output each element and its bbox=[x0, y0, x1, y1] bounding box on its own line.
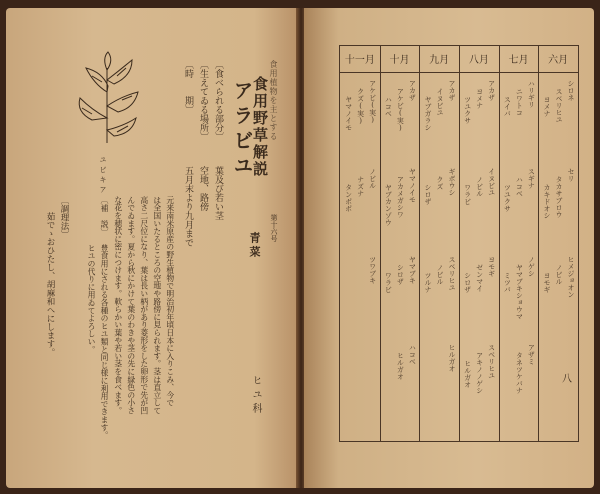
calendar-herb: シロザ bbox=[396, 264, 405, 285]
field-label-edible-part: 〔食べられる部分〕 bbox=[213, 60, 223, 141]
calendar-herb: スギナ bbox=[527, 168, 536, 189]
notes-label: 〔補 説〕 bbox=[100, 196, 109, 236]
volume-number: 第十六号 bbox=[270, 214, 278, 242]
calendar-herb: タネツケバナ bbox=[515, 352, 524, 394]
calendar-column-september bbox=[419, 46, 460, 441]
calendar-herb: スベリヒユ bbox=[554, 88, 563, 123]
illustration-caption: ユビキア bbox=[99, 156, 107, 196]
calendar-herb: タンポポ bbox=[344, 184, 353, 212]
calendar-column-november bbox=[340, 46, 381, 441]
calendar-herb: ノビル bbox=[554, 264, 563, 285]
calendar-herb: スベリヒユ bbox=[487, 344, 496, 379]
calendar-herb: ヒルガオ bbox=[396, 352, 405, 380]
calendar-herb: イヌビユ bbox=[487, 168, 496, 196]
calendar-herb: スイバ bbox=[503, 96, 512, 117]
calendar-herb: スベリヒユ bbox=[447, 256, 456, 291]
calendar-herb: シロザ bbox=[423, 184, 432, 205]
calendar-column-october bbox=[380, 46, 421, 441]
calendar-herb: ゼンマイ bbox=[475, 264, 484, 292]
month-label: 十月 bbox=[389, 55, 410, 66]
recipe-label: 〔調理法〕 bbox=[59, 196, 69, 239]
calendar-herb: アザミ bbox=[527, 344, 536, 365]
notes-line-1: 豊食用にされる各種のヒユ類と同じ様に利用できます。 bbox=[100, 244, 109, 439]
calendar-herb: ヨメナ bbox=[475, 88, 484, 109]
calendar-herb: ヤマブキショウマ bbox=[515, 264, 524, 320]
month-label: 八月 bbox=[468, 55, 489, 66]
calendar-herb: ヒルガオ bbox=[447, 344, 456, 372]
plant-illustration bbox=[62, 48, 152, 148]
calendar-herb: シロネ bbox=[566, 80, 575, 101]
entry-name: アラビユ bbox=[230, 80, 254, 180]
calendar-herb: ヤブカンゾウ bbox=[384, 184, 393, 226]
calendar-herb: アケビ(実) bbox=[396, 88, 405, 132]
calendar-herb: アカメガシワ bbox=[396, 176, 405, 218]
calendar-herb: ツユクサ bbox=[503, 184, 512, 212]
calendar-herb: アカザ bbox=[408, 80, 417, 101]
description-line-3: 高さ二尺位になり、葉は長い柄があり菱形をした卵形で先が凹 bbox=[139, 196, 149, 415]
calendar-herb: クズ bbox=[435, 176, 444, 190]
calendar-herb: ヤブガラシ bbox=[423, 96, 432, 131]
month-label: 十一月 bbox=[344, 55, 375, 66]
description-line-4: んでゐます。夏から秋にかけて葉のわきや茎の先に緑色の小さ bbox=[126, 196, 136, 415]
calendar-herb: ワラビ bbox=[463, 184, 472, 205]
calendar-herb: ツルナ bbox=[423, 272, 432, 293]
field-value-season: 五月末より九月まで bbox=[183, 166, 193, 247]
calendar-herb: ギボウシ bbox=[447, 168, 456, 196]
calendar-herb: アカザ bbox=[487, 80, 496, 101]
calendar-herb: タカサブロウ bbox=[554, 176, 563, 218]
entry-category: 青菜 bbox=[248, 232, 261, 260]
calendar-herb: ニワトコ bbox=[515, 88, 524, 116]
calendar-herb: ハリギリ bbox=[527, 80, 536, 108]
calendar-herb: ツユクサ bbox=[463, 96, 472, 124]
calendar-herb: ハコベ bbox=[515, 176, 524, 197]
description-line-2: は全国いたるところの空地や路傍に見られます。茎は直立して bbox=[152, 196, 162, 415]
calendar-herb: クズ(実) bbox=[356, 88, 365, 125]
calendar-herb: ヒメジョオン bbox=[566, 256, 575, 298]
calendar-herb: ヤマブキ bbox=[408, 256, 417, 284]
field-label-season: 〔時 期〕 bbox=[183, 60, 193, 114]
calendar-herb: ハコベ bbox=[384, 96, 393, 117]
month-label: 九月 bbox=[429, 55, 450, 66]
series-title: 食用野草解説 bbox=[251, 76, 269, 178]
calendar-herb: ワラビ bbox=[384, 272, 393, 293]
calendar-herb: ノゲシ bbox=[527, 256, 536, 277]
calendar-herb: ヨモギ bbox=[487, 256, 496, 277]
calendar-herb: ヨモギ bbox=[542, 272, 551, 293]
calendar-herb: ミツバ bbox=[503, 272, 512, 293]
calendar-herb: ツワブキ bbox=[368, 256, 377, 284]
calendar-herb: イヌビユ bbox=[435, 88, 444, 116]
description-line-5: な花を穂状に密につけます。軟らかい葉や若い茎を食べます。 bbox=[113, 196, 123, 415]
calendar-herb: カキドオシ bbox=[542, 184, 551, 219]
calendar-herb: ヤマノイモ bbox=[408, 168, 417, 203]
calendar-herb: アカザ bbox=[447, 80, 456, 101]
calendar-herb: ナズナ bbox=[356, 176, 365, 197]
entry-family: ヒユ科 bbox=[250, 375, 261, 417]
field-value-edible-part: 葉及び若い茎 bbox=[213, 166, 223, 220]
calendar-herb: シロザ bbox=[463, 272, 472, 293]
field-label-habitat: 〔生えてゐる場所〕 bbox=[198, 60, 208, 141]
calendar-herb: ハコベ bbox=[408, 344, 417, 365]
harvest-calendar-table bbox=[339, 45, 579, 442]
month-label: 七月 bbox=[508, 55, 529, 66]
month-label: 六月 bbox=[548, 55, 569, 66]
calendar-herb: アキノノゲシ bbox=[475, 352, 484, 394]
calendar-column-july bbox=[499, 46, 540, 441]
field-value-habitat: 空地、路傍 bbox=[198, 166, 208, 211]
notes-line-2: ヒユの代りに用ゐてよろしい。 bbox=[87, 244, 96, 354]
calendar-column-june bbox=[538, 46, 578, 441]
recipe-text: 茹でゝおひたし、胡麻和へにします。 bbox=[45, 212, 55, 357]
page-number: 八 bbox=[562, 374, 572, 385]
calendar-herb: ノビル bbox=[475, 176, 484, 197]
calendar-herb: ノビル bbox=[368, 168, 377, 189]
calendar-column-august bbox=[459, 46, 500, 441]
calendar-herb: ノビル bbox=[435, 264, 444, 285]
calendar-herb: ヒルガオ bbox=[463, 360, 472, 388]
description-line-1: 元来南米原産の野生植物で明治初年頃日本に入りこみ、今で bbox=[165, 196, 175, 407]
calendar-herb: セリ bbox=[566, 168, 575, 182]
calendar-herb: ヤマノイモ bbox=[344, 96, 353, 131]
calendar-herb: アケビ(実) bbox=[368, 80, 377, 124]
series-small-title: 食用植物を主とする bbox=[269, 60, 278, 141]
calendar-herb: ヨメナ bbox=[542, 96, 551, 117]
